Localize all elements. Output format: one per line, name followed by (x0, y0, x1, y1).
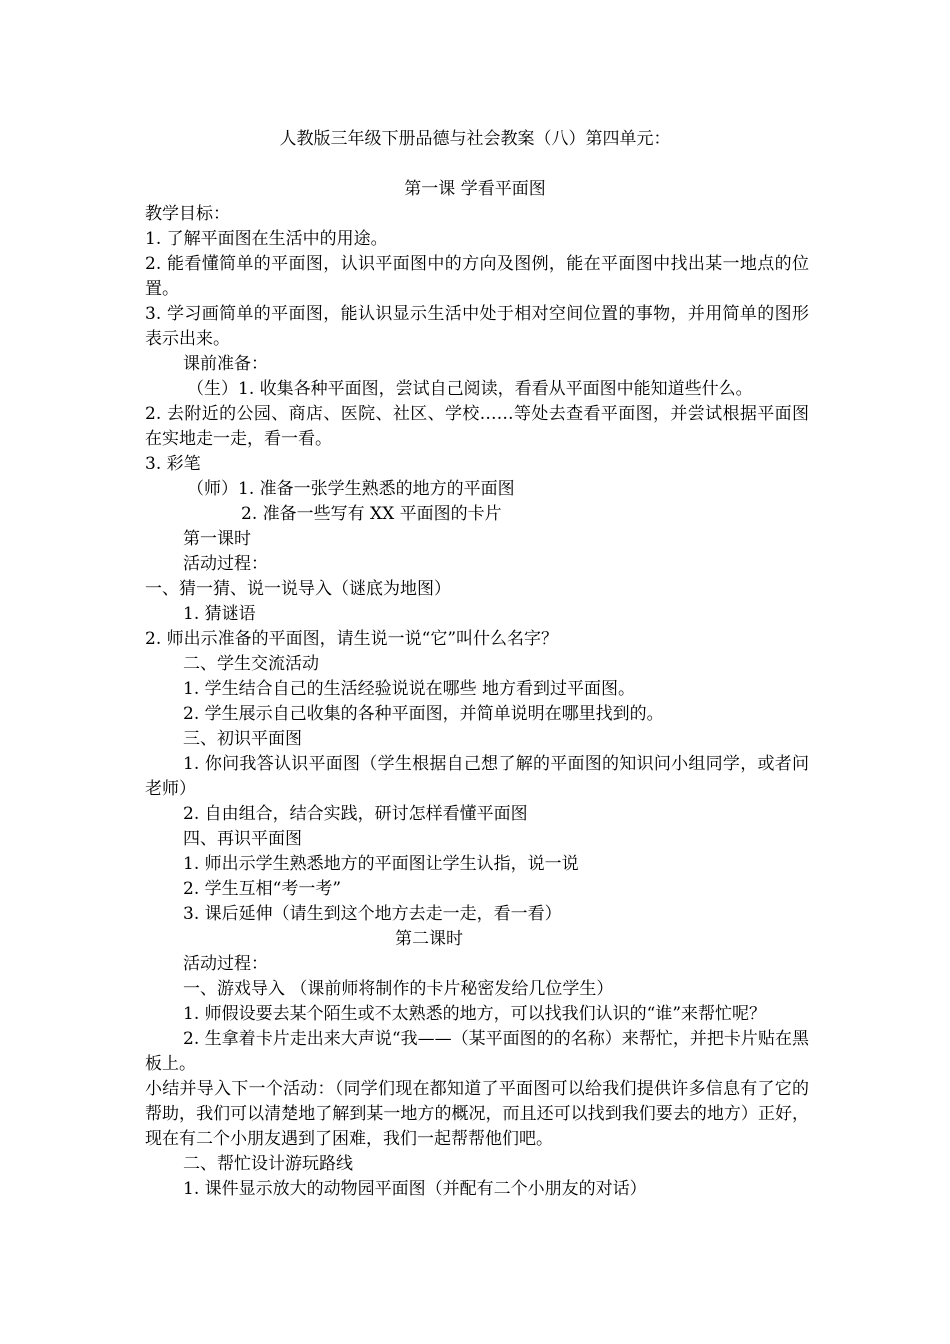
paragraph: 活动过程： (183, 954, 268, 974)
paragraph: 2. 准备一些写有 XX 平面图的卡片 (241, 504, 502, 524)
paragraph: 三、初识平面图 (183, 729, 302, 749)
paragraph: 2. 能看懂简单的平面图，认识平面图中的方向及图例，能在平面图中找出某一地点的位置。 (145, 254, 809, 299)
paragraph: 一、游戏导入 （课前师将制作的卡片秘密发给几位学生） (183, 979, 614, 999)
paragraph: 1. 你问我答认识平面图（学生根据自己想了解的平面图的知识问小组同学，或者问老师） (145, 754, 809, 799)
paragraph: 1. 课件显示放大的动物园平面图（并配有二个小朋友的对话） (183, 1179, 647, 1199)
section-heading: 第二课时 (395, 929, 463, 949)
paragraph: 1. 猜谜语 (183, 604, 256, 624)
paragraph: 第一课时 (183, 529, 251, 549)
paragraph: 1. 了解平面图在生活中的用途。 (145, 229, 388, 249)
paragraph: （生）1. 收集各种平面图，尝试自己阅读，看看从平面图中能知道些什么。 (187, 379, 753, 399)
paragraph: 一、猜一猜、说一说导入（谜底为地图） (145, 579, 451, 599)
paragraph: 四、再识平面图 (183, 829, 302, 849)
paragraph: （师）1. 准备一张学生熟悉的地方的平面图 (187, 479, 515, 499)
document-body (145, 202, 809, 1202)
paragraph: 课前准备： (183, 354, 268, 374)
paragraph: 2. 学生互相“考一考” (183, 879, 342, 899)
document-title: 人教版三年级下册品德与社会教案（八）第四单元： (279, 129, 671, 149)
paragraph: 2. 自由组合，结合实践，研讨怎样看懂平面图 (183, 804, 528, 824)
paragraph: 1. 学生结合自己的生活经验说说在哪些 地方看到过平面图。 (183, 679, 636, 699)
lesson-title: 第一课 学看平面图 (404, 179, 546, 199)
paragraph: 2. 生拿着卡片走出来大声说“我——（某平面图的的名称）来帮忙，并把卡片贴在黑板上。 (145, 1029, 809, 1074)
paragraph: 二、学生交流活动 (183, 654, 319, 674)
paragraph: 3. 课后延伸（请生到这个地方去走一走，看一看） (183, 904, 562, 924)
paragraph: 2. 师出示准备的平面图，请生说一说“它”叫什么名字？ (145, 629, 559, 649)
paragraph: 2. 学生展示自己收集的各种平面图，并简单说明在哪里找到的。 (183, 704, 664, 724)
paragraph: 3. 彩笔 (145, 454, 201, 474)
paragraph: 1. 师假设要去某个陌生或不太熟悉的地方，可以找我们认识的“谁”来帮忙呢？ (183, 1004, 767, 1024)
paragraph: 1. 师出示学生熟悉地方的平面图让学生认指，说一说 (183, 854, 579, 874)
paragraph: 活动过程： (183, 554, 268, 574)
paragraph: 2. 去附近的公园、商店、医院、社区、学校……等处去查看平面图，并尝试根据平面图在实地走一走，看一看。 (145, 404, 809, 449)
paragraph: 教学目标： (145, 204, 230, 224)
paragraph: 小结并导入下一个活动：（同学们现在都知道了平面图可以给我们提供许多信息有了它的帮助，我们可以清楚地了解到某一地方的概况，而且还可以找到我们要去的地方）正好，现在有二个小朋友遇到了困难，我们一起帮帮他们吧。 (145, 1079, 809, 1149)
paragraph: 二、帮忙设计游玩路线 (183, 1154, 353, 1174)
paragraph: 3. 学习画简单的平面图，能认识显示生活中处于相对空间位置的事物，并用简单的图形表示出来。 (145, 304, 809, 349)
